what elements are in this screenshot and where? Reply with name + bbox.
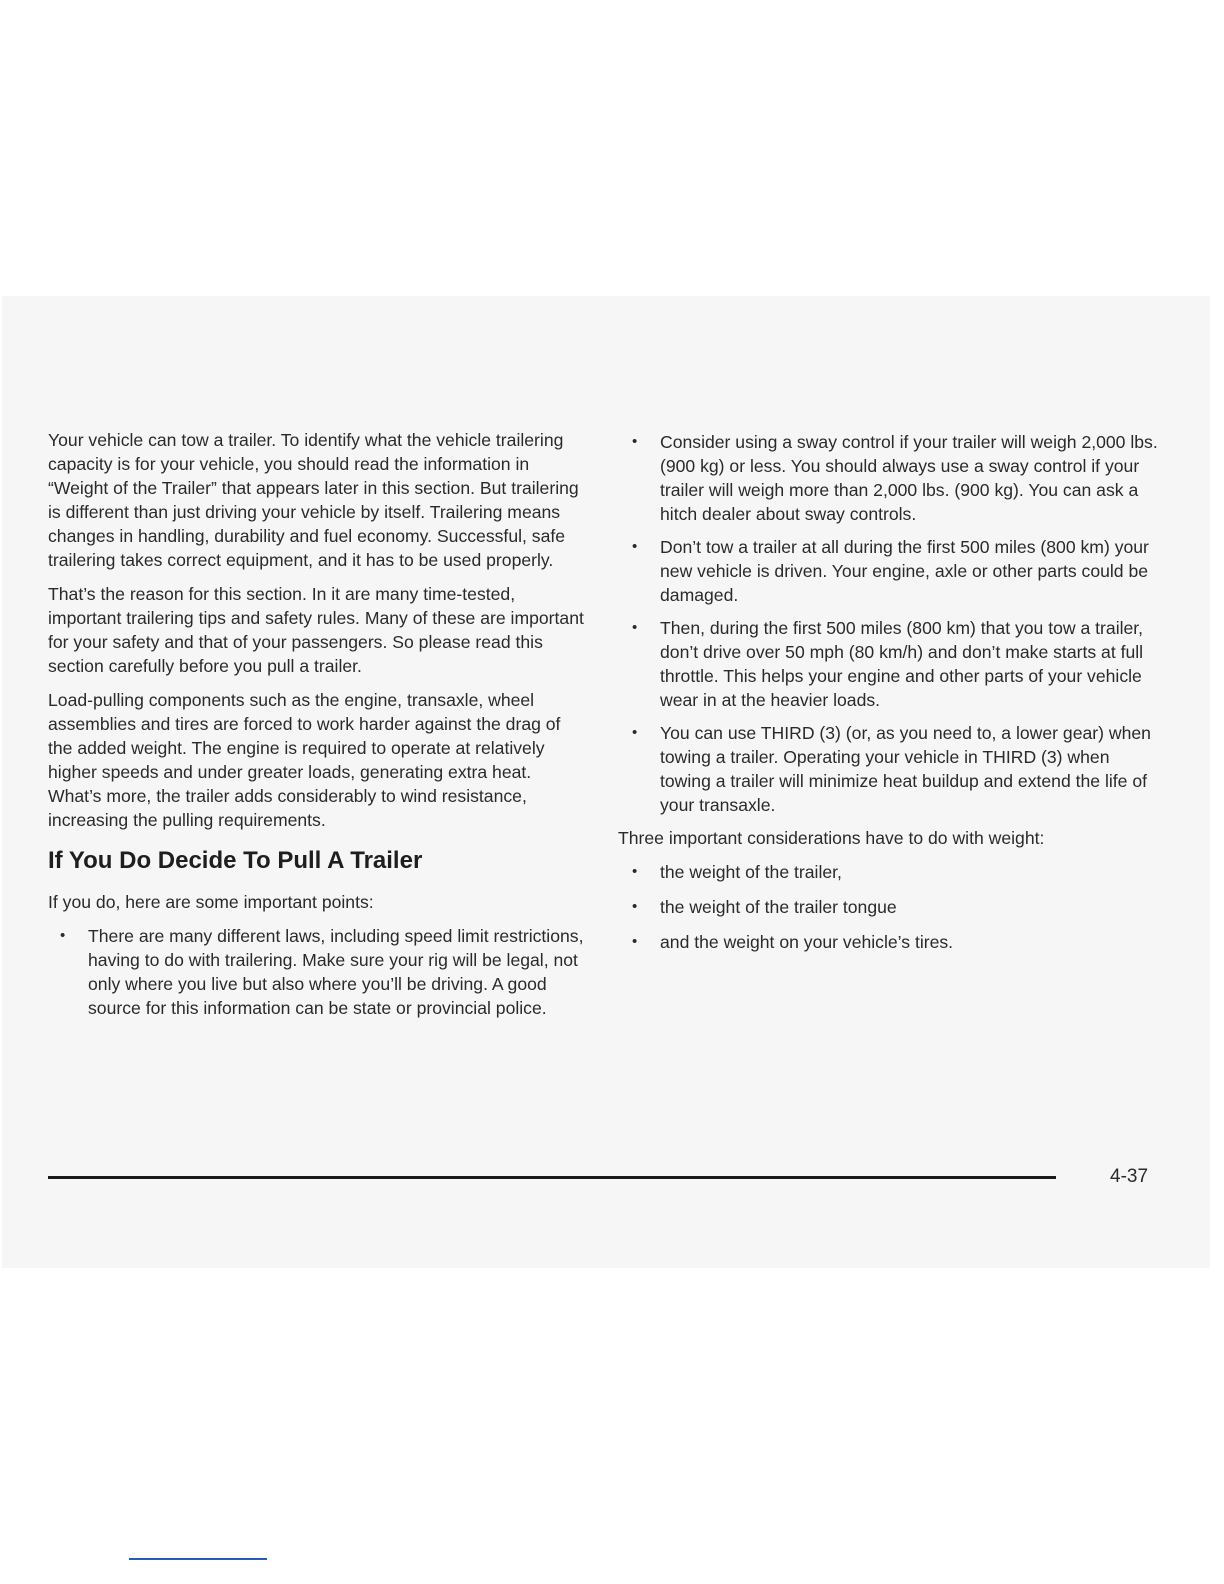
list-item-text: Consider using a sway control if your trailer will weigh 2,000 lbs. (900 kg) or less. You should always use a sway control if your trailer will weigh more than 2,000 lbs. (900 kg). You can ask a hitch dealer about sway controls. — [660, 432, 1158, 524]
list-item-text: the weight of the trailer, — [660, 862, 842, 882]
list-item — [620, 930, 1165, 954]
section-heading: If You Do Decide To Pull A Trailer — [48, 847, 423, 874]
weight-intro: Three important considerations have to do with weight: — [618, 828, 1045, 848]
list-item — [620, 430, 1165, 526]
list-item — [620, 860, 1165, 884]
list-item — [48, 924, 588, 1020]
bullet-icon: • — [60, 927, 66, 944]
reason-paragraph: That’s the reason for this section. In it are many time-tested, important trailering tips and safety rules. Many of these are important for your safety and that of your passengers. So please read this section carefully before you pull a trailer. — [48, 584, 584, 676]
bullet-icon: • — [632, 933, 638, 950]
bullet-icon: • — [632, 898, 638, 915]
list-item — [620, 721, 1165, 817]
bullet-icon: • — [632, 863, 638, 880]
page-number: 4-37 — [1110, 1166, 1149, 1187]
list-item-text: the weight of the trailer tongue — [660, 897, 897, 917]
footer-rule — [48, 1176, 1056, 1179]
list-item-text: There are many different laws, including speed limit restrictions, having to do with trailering. Make sure your rig will be legal, not only where you live but also where you’ll be driving. A good source for this information can be state or provincial police. — [88, 926, 584, 1018]
list-item-text: You can use THIRD (3) (or, as you need to, a lower gear) when towing a trailer. Operating your vehicle in THIRD (3) when towing a trailer will minimize heat buildup and extend the life of your transaxle. — [660, 723, 1151, 815]
list-item — [620, 535, 1165, 607]
left-column — [48, 428, 588, 1029]
bullet-icon: • — [632, 538, 638, 555]
bottom-link-underline[interactable] — [129, 1558, 267, 1560]
laws-bullet-list — [48, 924, 588, 1020]
tips-bullet-list — [620, 430, 1165, 817]
weight-bullet-list — [620, 860, 1165, 954]
list-item-text: Don’t tow a trailer at all during the first 500 miles (800 km) your new vehicle is driven. Your engine, axle or other parts could be damaged. — [660, 537, 1149, 605]
list-item — [620, 895, 1165, 919]
intro-paragraph: Your vehicle can tow a trailer. To identify what the vehicle trailering capacity is for your vehicle, you should read the information in “Weight of the Trailer” that appears later in this section. But trailering is different than just driving your vehicle by itself. Trailering means changes in handling, durability and fuel economy. Successful, safe trailering takes correct equipment, and it has to be used properly. — [48, 430, 579, 570]
points-intro: If you do, here are some important points: — [48, 892, 374, 912]
list-item-text: Then, during the first 500 miles (800 km) that you tow a trailer, don’t drive over 50 mph (80 km/h) and don’t make starts at full throttle. This helps your engine and other parts of your vehicle wear in at the heavier loads. — [660, 618, 1144, 710]
list-item-text: and the weight on your vehicle’s tires. — [660, 932, 954, 952]
bullet-icon: • — [632, 433, 638, 450]
bullet-icon: • — [632, 724, 638, 741]
list-item — [620, 616, 1165, 712]
bullet-icon: • — [632, 619, 638, 636]
right-column — [620, 430, 1165, 965]
load-paragraph: Load-pulling components such as the engine, transaxle, wheel assemblies and tires are forced to work harder against the drag of the added weight. The engine is required to operate at relatively higher speeds and under greater loads, generating extra heat. What’s more, the trailer adds considerably to wind resistance, increasing the pulling requirements. — [48, 690, 561, 830]
